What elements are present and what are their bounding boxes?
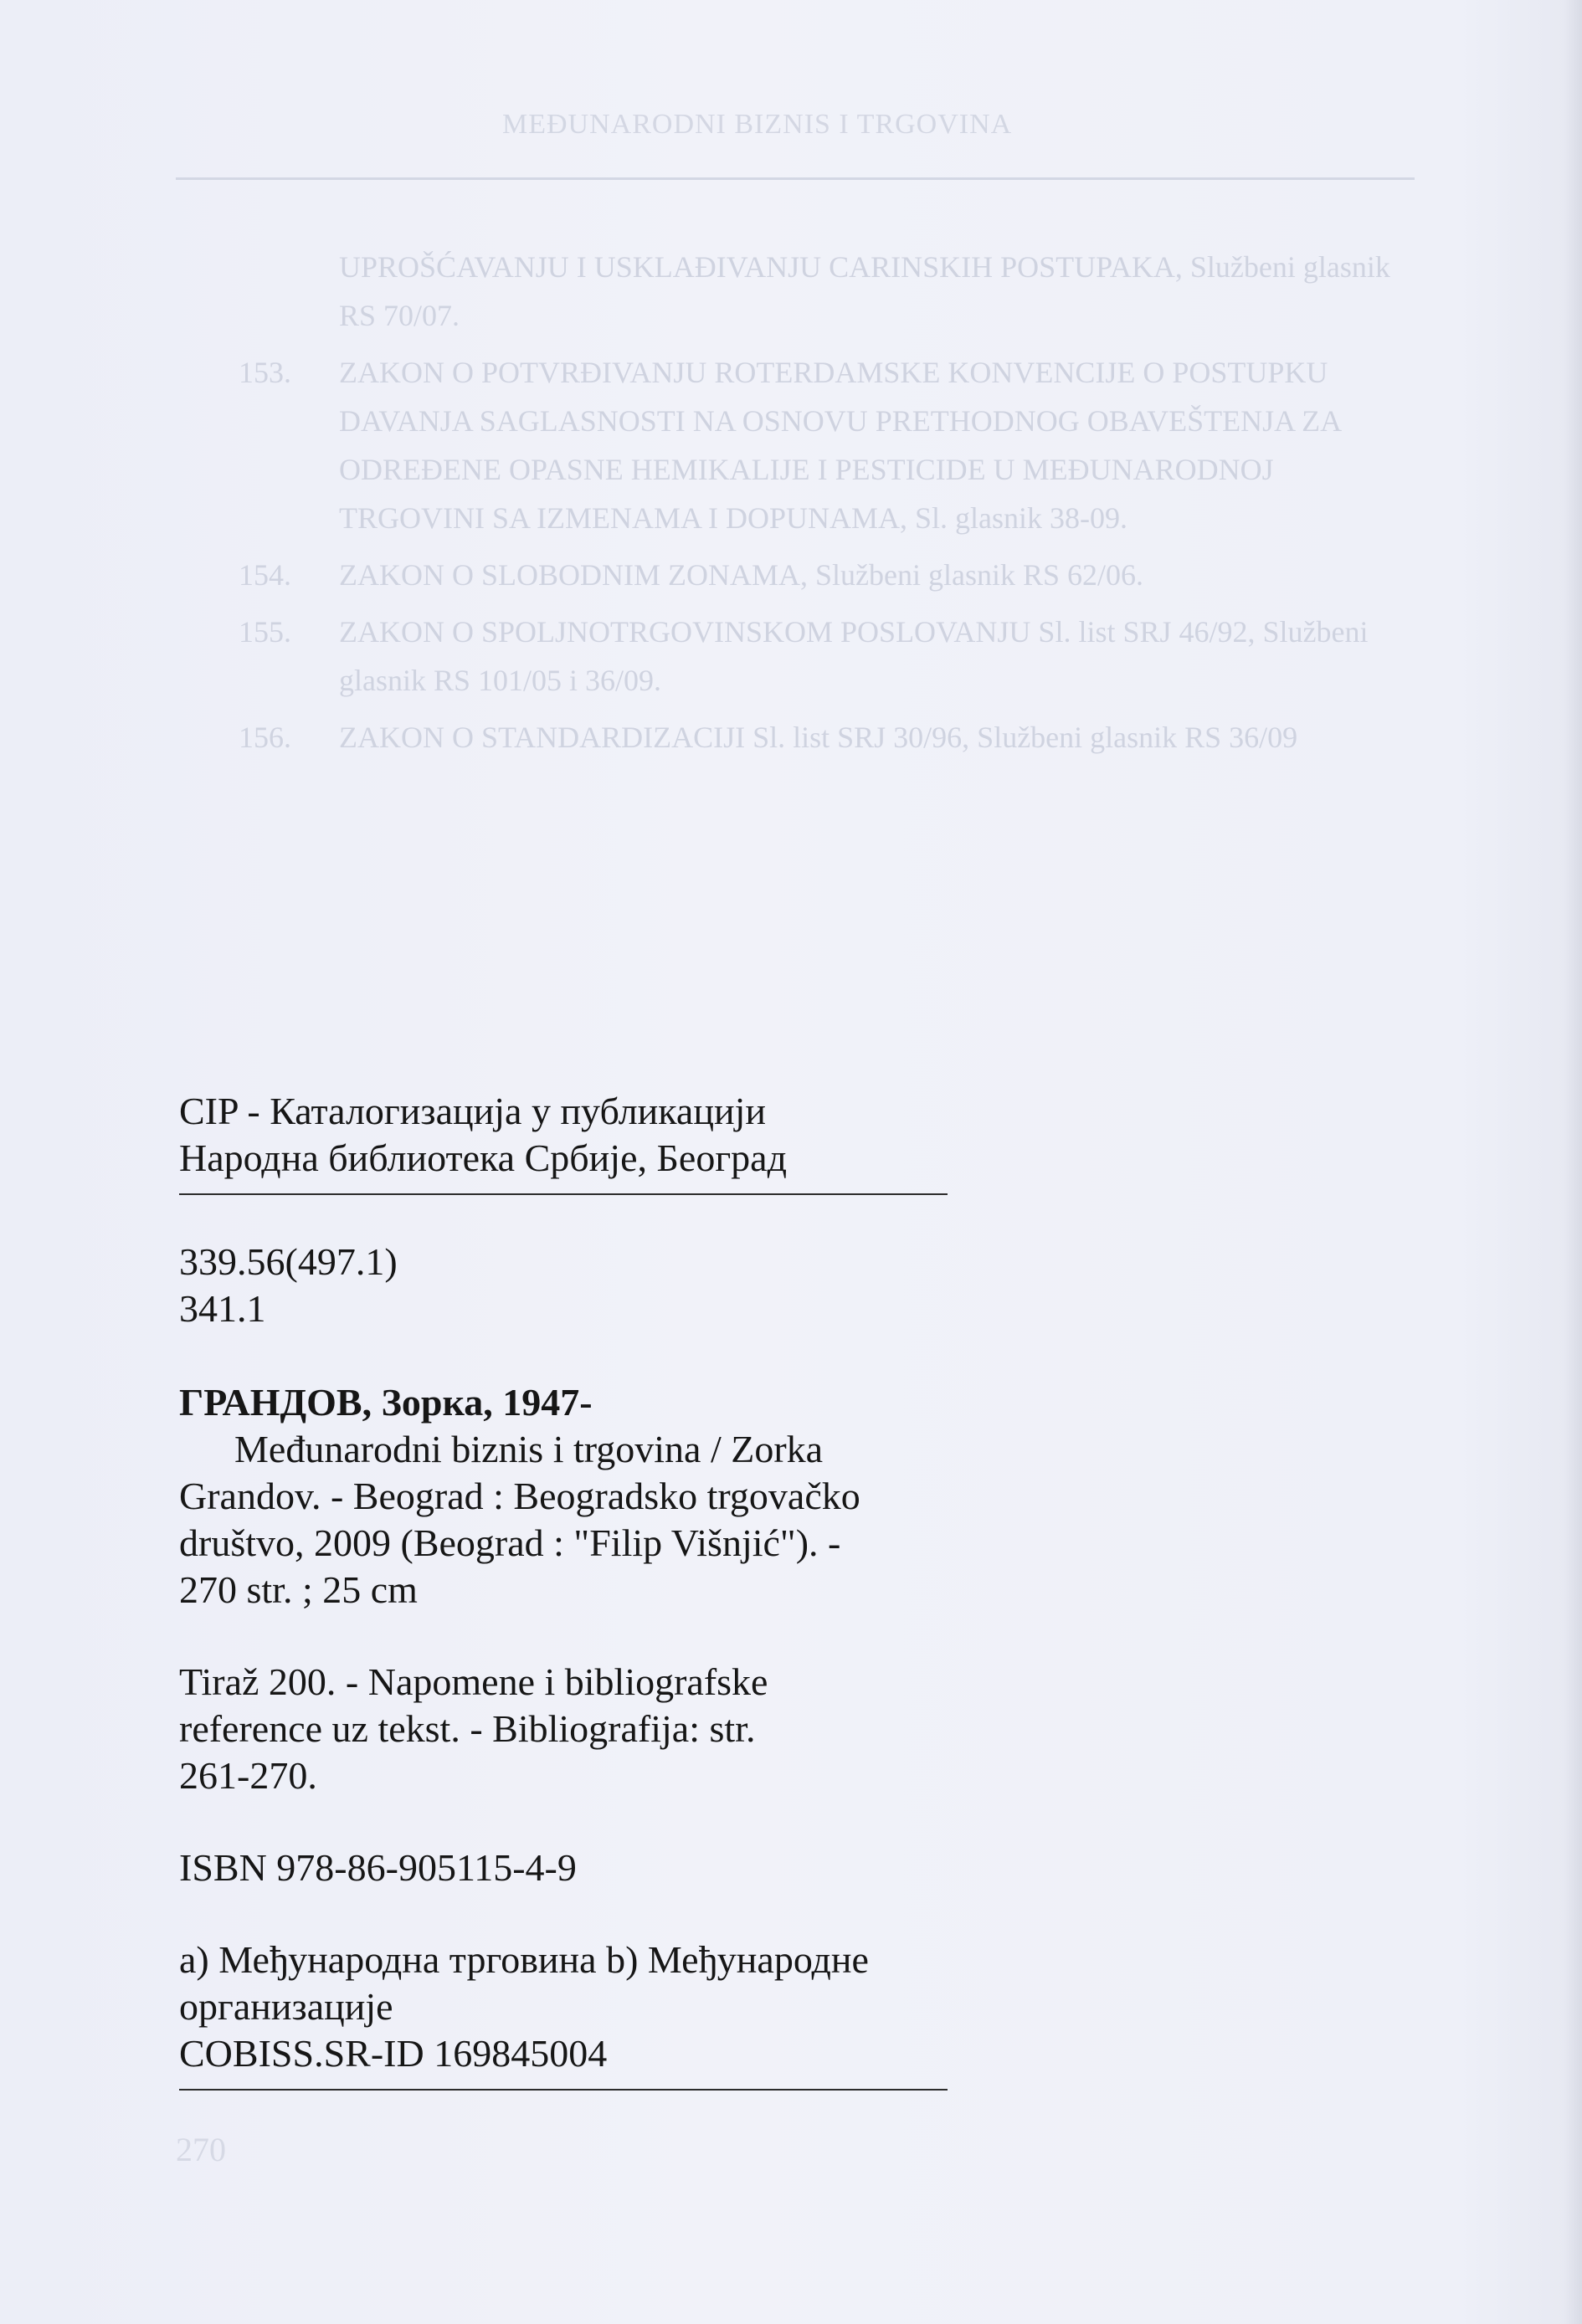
bleed-through-item-number: 154. [239,558,291,592]
cip-record [179,1088,949,2091]
cip-heading-line-2: Народна библиотека Србије, Београд [179,1136,788,1179]
bleed-through-item-number: 153. [239,356,291,389]
bleed-through-item-text: ZAKON O STANDARDIZACIJI Sl. list SRJ 30/96, Službeni glasnik RS 36/09 [339,721,1298,754]
bleed-through-rule [176,177,1415,180]
author-heading: ГРАНДОВ, Зорка, 1947- [179,1381,593,1424]
notes-line-3: 261-270. [179,1754,317,1797]
bleed-through-item [239,348,1419,542]
cobiss-id: COBISS.SR-ID 169845004 [179,2032,608,2075]
cip-heading-line-1: CIP - Каталогизација у публикацији [179,1090,766,1132]
notes-line-2: reference uz tekst. - Bibliografija: str. [179,1707,756,1750]
bleed-through-item-number: 155. [239,615,291,649]
bleed-through-item [239,243,1419,340]
cip-bottom-rule [179,2089,948,2091]
bleed-through-list [239,243,1419,770]
subjects-line-1: а) Међународна трговина b) Међународне [179,1938,869,1981]
udc-classification-2: 341.1 [179,1287,266,1330]
bleed-through-item-text: UPROŠĆAVANJU I USKLAĐIVANJU CARINSKIH POSTUPAKA, Službeni glasnik RS 70/07. [339,250,1390,332]
udc-classification-1: 339.56(497.1) [179,1240,398,1283]
page-edge-shadow [1564,0,1582,2324]
description-line-4: 270 str. ; 25 cm [179,1568,418,1611]
notes-line-1: Tiraž 200. - Napomene i bibliografske [179,1660,768,1703]
description-line-2: Grandov. - Beograd : Beogradsko trgovačko [179,1475,860,1517]
subjects-line-2: организације [179,1985,393,2028]
bleed-through-item [239,713,1419,762]
bleed-through-item-text: ZAKON O SPOLJNOTRGOVINSKOM POSLOVANJU Sl. list SRJ 46/92, Službeni glasnik RS 101/05 i 36/09. [339,615,1369,697]
bleed-through-item-text: ZAKON O SLOBODNIM ZONAMA, Službeni glasnik RS 62/06. [339,558,1143,592]
description-line-3: društvo, 2009 (Beograd : "Filip Višnjić"). - [179,1521,841,1564]
bleed-through-page-number: 270 [176,2131,226,2168]
bleed-through-header: MEĐUNARODNI BIZNIS I TRGOVINA [502,109,1013,140]
bleed-through-item [239,608,1419,705]
isbn: ISBN 978-86-905115-4-9 [179,1846,577,1889]
bleed-through-item-text: ZAKON O POTVRĐIVANJU ROTERDAMSKE KONVENCIJE O POSTUPKU DAVANJA SAGLASNOSTI NA OSNOVU PRETHODNOG OBAVEŠTENJA ZA ODREĐENE OPASNE HEMIKALIJE I PESTICIDE U MEĐUNARODNOJ TRGOVINI SA IZMENAMA I DOPUNAMA, Sl. glasnik 38-09. [339,356,1341,535]
bleed-through-item-number: 156. [239,721,291,754]
description-line-1: Međunarodni biznis i trgovina / Zorka [234,1428,824,1470]
bleed-through-item [239,551,1419,599]
